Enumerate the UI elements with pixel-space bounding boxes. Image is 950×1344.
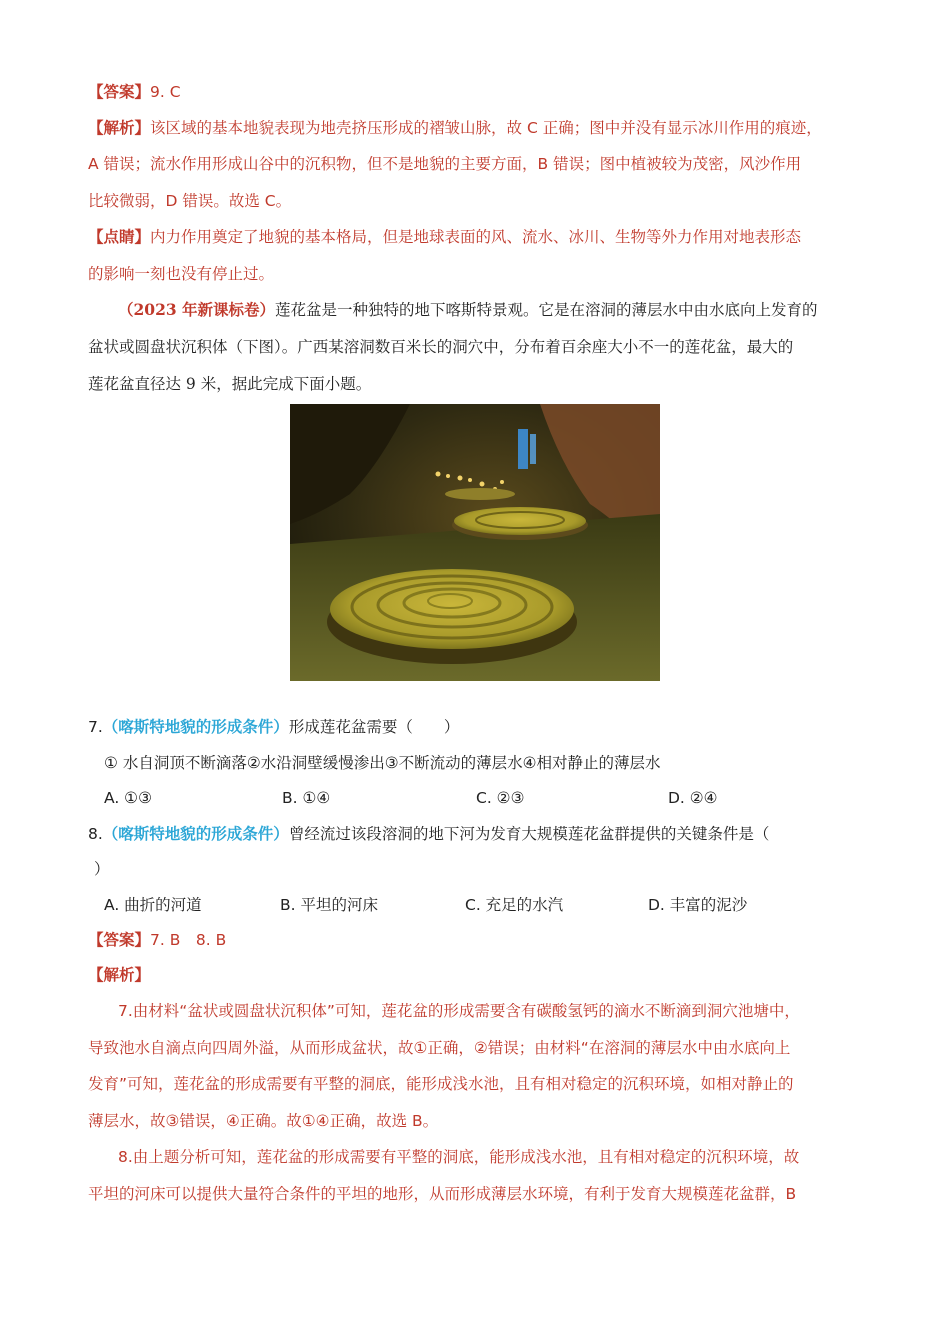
q7-stem: 7.（喀斯特地貌的形成条件）形成莲花盆需要（ ） [88,718,460,736]
q8-option-d[interactable]: D. 丰富的泥沙 [648,896,748,914]
analysis-tag: 【解析】 [88,119,151,137]
comment-tag: 【点睛】 [88,228,151,246]
material-source: （2023 年新课标卷） [118,300,276,319]
prev-answer-line [88,81,181,103]
prev-analysis-line-3: 比较微弱，D 错误。故选 C。 [88,192,292,210]
exp8-line-1: 8.由上题分析可知，莲花盆的形成需要有平整的洞底，能形成浅水池，且有相对稳定的沉积环境，故 [118,1148,800,1166]
answer-text: 9. C [150,83,181,101]
material-line-2: 盆状或圆盘状沉积体（下图）。广西某溶洞数百米长的洞穴中，分布着百余座大小不一的莲花盆，最大的 [88,338,794,356]
answers-line [88,929,226,951]
exp7-line-4: 薄层水，故③错误，④正确。故①④正确，故选 B。 [88,1112,439,1130]
q8-option-a[interactable]: A. 曲折的河道 [104,896,202,914]
answers-tag: 【答案】 [88,931,151,949]
q7-option-d[interactable]: D. ②④ [668,789,718,807]
prev-analysis-line-1: 【解析】该区域的基本地貌表现为地壳挤压形成的褶皱山脉，故 C 正确；图中并没有显示冰川作用的痕迹， [88,119,822,137]
exp7-line-3: 发育”可知，莲花盆的形成需要有平整的洞底，能形成浅水池，且有相对稳定的沉积环境，如相对静止的 [88,1075,794,1093]
q8-stem: 8.（喀斯特地貌的形成条件）曾经流过该段溶洞的地下河为发育大规模莲花盆群提供的关键条件是（ [88,825,770,843]
q7-topic: （喀斯特地貌的形成条件） [102,718,289,736]
q8-option-b[interactable]: B. 平坦的河床 [280,896,378,914]
answers-text: 7. B 8. B [150,931,227,949]
exp7-line-2: 导致池水自滴点向四周外溢，从而形成盆状，故①正确，②错误；由材料“在溶洞的薄层水中由水底向上 [88,1039,791,1057]
q7-option-b[interactable]: B. ①④ [282,789,331,807]
prev-analysis-line-2: A 错误；流水作用形成山谷中的沉积物，但不是地貌的主要方面，B 错误；图中植被较为茂密，风沙作用 [88,155,802,173]
q8-stem-end: ） [94,860,110,878]
q8-topic: （喀斯特地貌的形成条件） [102,825,289,843]
exp7-line-1: 7.由材料“盆状或圆盘状沉积体”可知，莲花盆的形成需要含有碳酸氢钙的滴水不断滴到洞穴池塘中， [118,1002,800,1020]
answer-tag: 【答案】 [88,83,151,101]
q8-option-c[interactable]: C. 充足的水汽 [465,896,564,914]
exp8-line-2: 平坦的河床可以提供大量符合条件的平坦的地形，从而形成薄层水环境，有利于发育大规模莲花盆群，B [88,1185,797,1203]
q7-items: ① 水自洞顶不断滴落②水沿洞壁缓慢渗出③不断流动的薄层水④相对静止的薄层水 [104,754,661,772]
lotus-basin-cave-photo [290,404,660,681]
q7-option-c[interactable]: C. ②③ [476,789,525,807]
q7-option-a[interactable]: A. ①③ [104,789,152,807]
prev-comment-line-2: 的影响一刻也没有停止过。 [88,265,275,283]
material-line-3: 莲花盆直径达 9 米，据此完成下面小题。 [88,375,372,393]
material-line-1: （2023 年新课标卷）莲花盆是一种独特的地下喀斯特景观。它是在溶洞的薄层水中由水底向上发育的 [118,300,818,319]
prev-comment-line-1: 【点睛】内力作用奠定了地貌的基本格局，但是地球表面的风、流水、冰川、生物等外力作用对地表形态 [88,228,802,246]
answers-analysis-tag: 【解析】 [88,966,151,984]
